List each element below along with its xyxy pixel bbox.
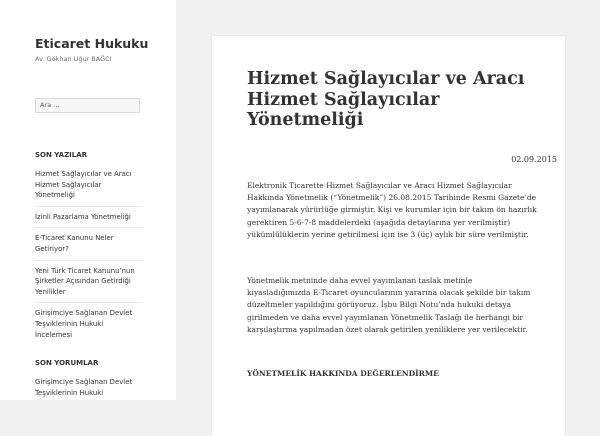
recent-post-item-line: E-Ticaret Kanunu Neler	[35, 234, 114, 243]
recent-comments-title: SON YORUMLAR	[35, 359, 99, 367]
article-paragraph-2: Yönetmelik metninde daha evvel yayımlanan taslak metinle kıyasladığımızda E-Ticaret oyuncularının yararına olacak şekilde bir takım düzeltmeler yapıldığını görüyoruz. İşbu Bilgi Notu’nda hukuki detaya girilmeden ve daha evvel yayımlanan Yönetmelik Taslağı ile herhangi bir karşılaştırma yapılmadan özet olarak getirilen yeniliklere yer verilecektir.	[247, 276, 531, 334]
recent-post-item-line: Yönetmeliği	[35, 191, 75, 200]
section-heading: YÖNETMELİK HAKKINDA DEĞERLENDİRME	[247, 369, 439, 378]
site-description: Av. Gökhan Uğur BAĞCI	[35, 55, 112, 63]
article-date[interactable]: 02.09.2015	[511, 155, 557, 164]
recent-post-item-line: Yenilikler	[35, 287, 66, 296]
search-input[interactable]: Ara …	[35, 98, 140, 113]
recent-posts-title: SON YAZILAR	[35, 151, 88, 159]
recent-posts-list	[35, 169, 143, 345]
recent-post-item-line: Getiriyor?	[35, 244, 69, 253]
recent-post-item-line: İncelemesi	[35, 330, 73, 339]
recent-post-item[interactable]	[35, 169, 143, 206]
recent-comment-item[interactable]	[35, 377, 143, 403]
recent-comments-list	[35, 377, 143, 403]
recent-post-item[interactable]	[35, 302, 143, 345]
recent-post-item-line: Hizmet Sağlayıcılar	[35, 180, 102, 189]
recent-post-item-line: Şirketler Açısından Getirdiği	[35, 277, 131, 286]
article-title[interactable]: Hizmet Sağlayıcılar ve Aracı Hizmet Sağlayıcılar Yönetmeliği	[247, 69, 525, 130]
site-title[interactable]: Eticaret Hukuku	[35, 36, 149, 51]
recent-comment-item-line: Girişimciye Sağlanan Devlet	[35, 378, 133, 386]
article-card	[212, 36, 565, 436]
recent-post-item-line: İzinli Pazarlama Yönetmeliği	[35, 212, 131, 221]
article-paragraph-1: Elektronik Ticarette Hizmet Sağlayıcılar ve Aracı Hizmet Sağlayıcılar Hakkında Yönetmelik (“Yönetmelik”) 26.08.2015 Tarihinde Resmi Gazete’de yayımlanarak yürürlüğe girmiştir. Kişi ve kurumlar için bir takım ön hazırlık gerektiren 5-6-7-8 maddelerdeki (aşağıda detaylarına yer verilmiştir) yükümlülüklerin yerine getirilmesi için ise 3 (üç) aylık bir süre verilmiştir.	[247, 181, 537, 239]
recent-post-item-line: Yeni Türk Ticaret Kanunu’nun	[35, 266, 135, 275]
recent-post-item-line: Girişimciye Sağlanan Devlet	[35, 309, 133, 318]
recent-post-item[interactable]	[35, 206, 143, 228]
recent-post-item[interactable]	[35, 260, 143, 303]
recent-post-item-line: Teşviklerinin Hukuki	[35, 319, 104, 328]
recent-post-item[interactable]	[35, 227, 143, 259]
recent-comment-item-line: Teşviklerinin Hukuki	[35, 388, 104, 397]
recent-post-item-line: Hizmet Sağlayıcılar ve Aracı	[35, 170, 132, 178]
sidebar	[0, 0, 176, 400]
